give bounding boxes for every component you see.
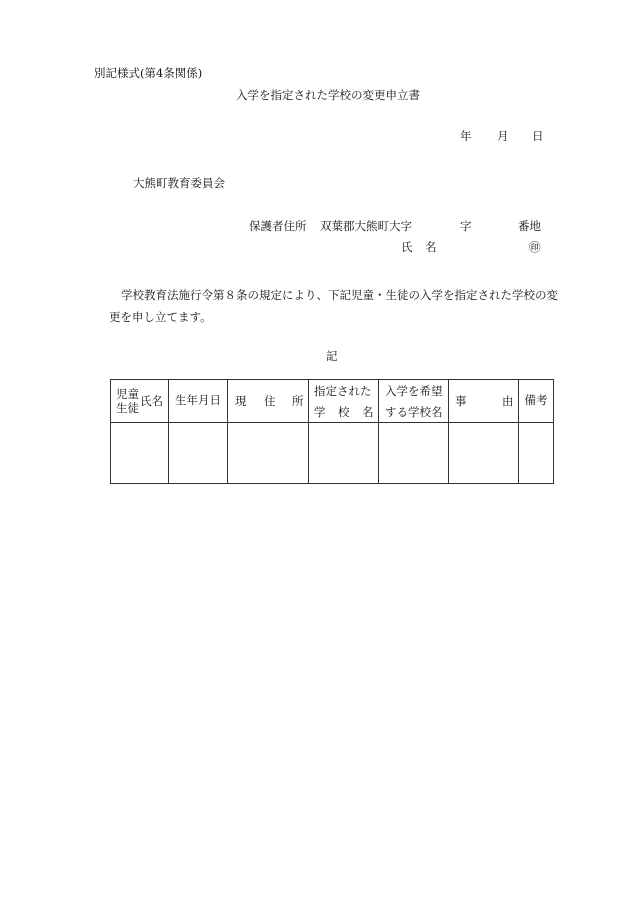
date-day-label: 日 [532,129,544,143]
body-text-line-2: 更を申し立てます。 [109,310,212,324]
header-designated-school [309,380,379,423]
ki-heading: 記 [326,349,338,363]
cell-birthdate[interactable] [169,423,228,484]
header-desired-bottom: する学校名 [385,405,443,419]
header-designated-top: 指定された [314,384,372,398]
header-birthdate-label: 生年月日 [175,393,221,408]
date-year-label: 年 [460,129,472,143]
header-address-1: 現 [235,394,247,408]
header-address-3: 所 [292,394,304,408]
cell-reason[interactable] [449,423,519,484]
cell-current-address[interactable] [228,423,309,484]
header-student-name [111,380,169,423]
date-month-label: 月 [497,129,509,143]
header-reason-1: 事 [455,394,467,408]
document-title: 入学を指定された学校の変更申立書 [236,88,420,102]
body-text-line-1: 学校教育法施行令第８条の規定により、下記児童・生徒の入学を指定された学校の変 [121,288,558,302]
addressee: 大熊町教育委員会 [133,176,225,190]
header-designated-bottom-2: 校 [338,405,350,419]
guardian-address-value: 双葉郡大熊町大字 [320,219,412,233]
cell-designated-school[interactable] [309,423,379,484]
header-name: 氏名 [140,394,163,408]
guardian-name-label-1: 氏 [401,240,413,254]
header-address-2: 住 [264,394,276,408]
application-table [110,379,554,484]
header-remarks-label: 備考 [524,393,548,408]
header-designated-bottom-3: 名 [362,405,374,419]
table-header-row [111,380,554,423]
cell-desired-school[interactable] [379,423,449,484]
header-reason [449,380,519,423]
header-student-bottom: 生徒 [116,401,139,415]
guardian-aza-label: 字 [460,219,472,233]
guardian-banchi-label: 番地 [518,219,541,233]
header-birthdate [169,380,228,423]
header-desired-top: 入学を希望 [385,384,443,398]
header-reason-2: 由 [502,394,514,408]
cell-student-name[interactable] [111,423,169,484]
form-reference: 別記様式(第4条関係) [94,66,203,80]
seal-mark: ㊞ [529,240,541,254]
guardian-name-label-2: 名 [425,240,437,254]
header-designated-bottom-1: 学 [314,405,326,419]
cell-remarks[interactable] [519,423,554,484]
header-remarks [519,380,554,423]
header-student-top: 児童 [116,387,139,401]
guardian-address-label: 保護者住所 [249,219,307,233]
table-row [111,423,554,484]
header-desired-school [379,380,449,423]
header-current-address [228,380,309,423]
